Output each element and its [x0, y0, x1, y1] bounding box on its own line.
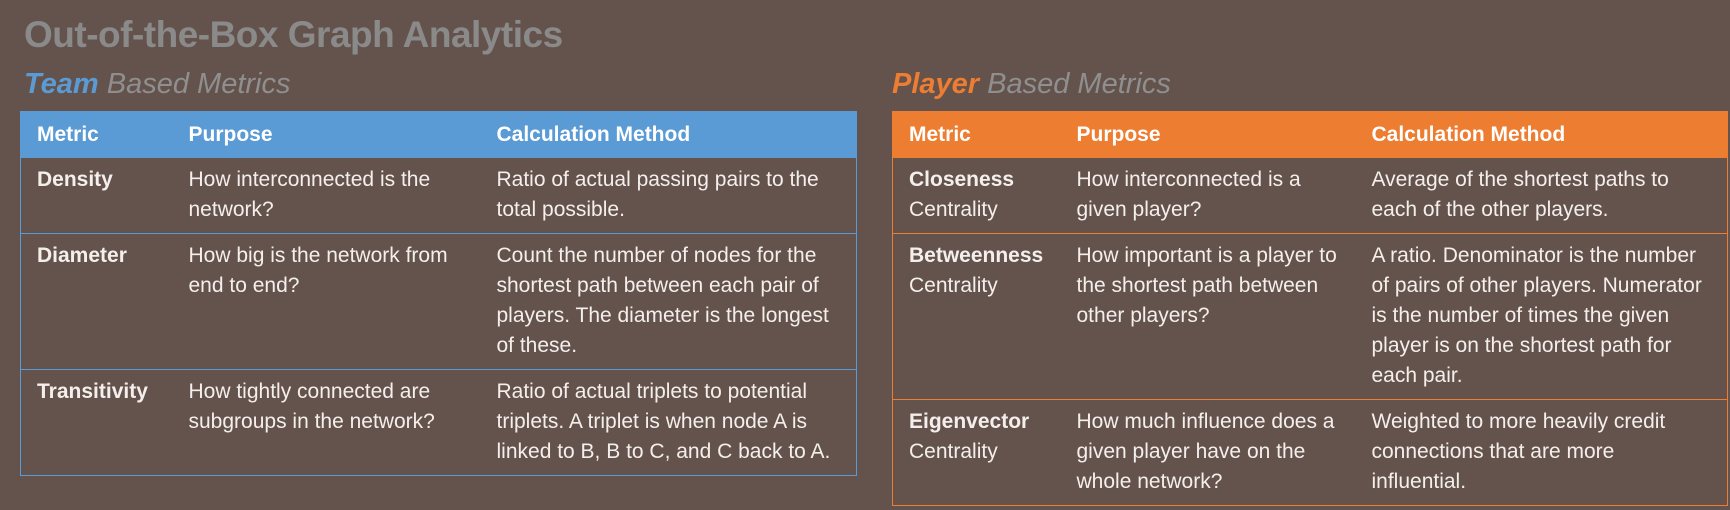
table-row	[21, 234, 857, 370]
method-cell: Count the number of nodes for the shortest path between each pair of players. The diameter is the longest of these.	[481, 234, 857, 370]
table-row	[893, 234, 1728, 400]
purpose-cell: How big is the network from end to end?	[173, 234, 481, 370]
metric-name: Transitivity	[37, 380, 148, 403]
table-row	[21, 370, 857, 476]
method-cell: Average of the shortest paths to each of the other players.	[1356, 158, 1728, 234]
team-metrics-table	[20, 111, 857, 476]
metric-subtitle: Centrality	[909, 198, 998, 221]
metric-cell	[21, 370, 173, 476]
metric-name: Betweenness	[909, 244, 1044, 267]
column-header-purpose: Purpose	[173, 112, 481, 158]
column-header-metric: Metric	[21, 112, 173, 158]
metric-subtitle: Centrality	[909, 440, 998, 463]
metric-subtitle: Centrality	[909, 274, 998, 297]
team-section-title	[24, 68, 290, 101]
team-title-accent: Team	[24, 68, 99, 100]
table-row	[893, 400, 1728, 506]
purpose-cell: How much influence does a given player have on the whole network?	[1061, 400, 1356, 506]
player-title-accent: Player	[892, 68, 980, 100]
purpose-cell: How tightly connected are subgroups in the network?	[173, 370, 481, 476]
purpose-cell: How interconnected is a given player?	[1061, 158, 1356, 234]
table-row	[893, 158, 1728, 234]
column-header-method: Calculation Method	[481, 112, 857, 158]
metric-name: Eigenvector	[909, 410, 1030, 433]
method-cell: Weighted to more heavily credit connections that are more influential.	[1356, 400, 1728, 506]
purpose-cell: How interconnected is the network?	[173, 158, 481, 234]
metric-cell	[893, 234, 1061, 400]
metric-name: Diameter	[37, 244, 127, 267]
team-title-rest: Based Metrics	[106, 68, 291, 100]
column-header-purpose: Purpose	[1061, 112, 1356, 158]
page-title: Out-of-the-Box Graph Analytics	[24, 14, 563, 55]
metric-cell	[21, 234, 173, 370]
column-header-method: Calculation Method	[1356, 112, 1728, 158]
metric-cell	[21, 158, 173, 234]
player-title-rest: Based Metrics	[987, 68, 1171, 100]
metric-cell	[893, 400, 1061, 506]
metric-cell	[893, 158, 1061, 234]
method-cell: Ratio of actual triplets to potential triplets. A triplet is when node A is linked to B, B to C, and C back to A.	[481, 370, 857, 476]
method-cell: Ratio of actual passing pairs to the total possible.	[481, 158, 857, 234]
metric-name: Closeness	[909, 168, 1015, 191]
player-section-title	[892, 68, 1171, 101]
metric-name: Density	[37, 168, 113, 191]
player-table-header	[893, 112, 1728, 158]
column-header-metric: Metric	[893, 112, 1061, 158]
player-metrics-table	[892, 111, 1728, 506]
team-table-header	[21, 112, 857, 158]
purpose-cell: How important is a player to the shortest path between other players?	[1061, 234, 1356, 400]
method-cell: A ratio. Denominator is the number of pairs of other players. Numerator is the number of times the given player is on the shortest path for each pair.	[1356, 234, 1728, 400]
table-row	[21, 158, 857, 234]
